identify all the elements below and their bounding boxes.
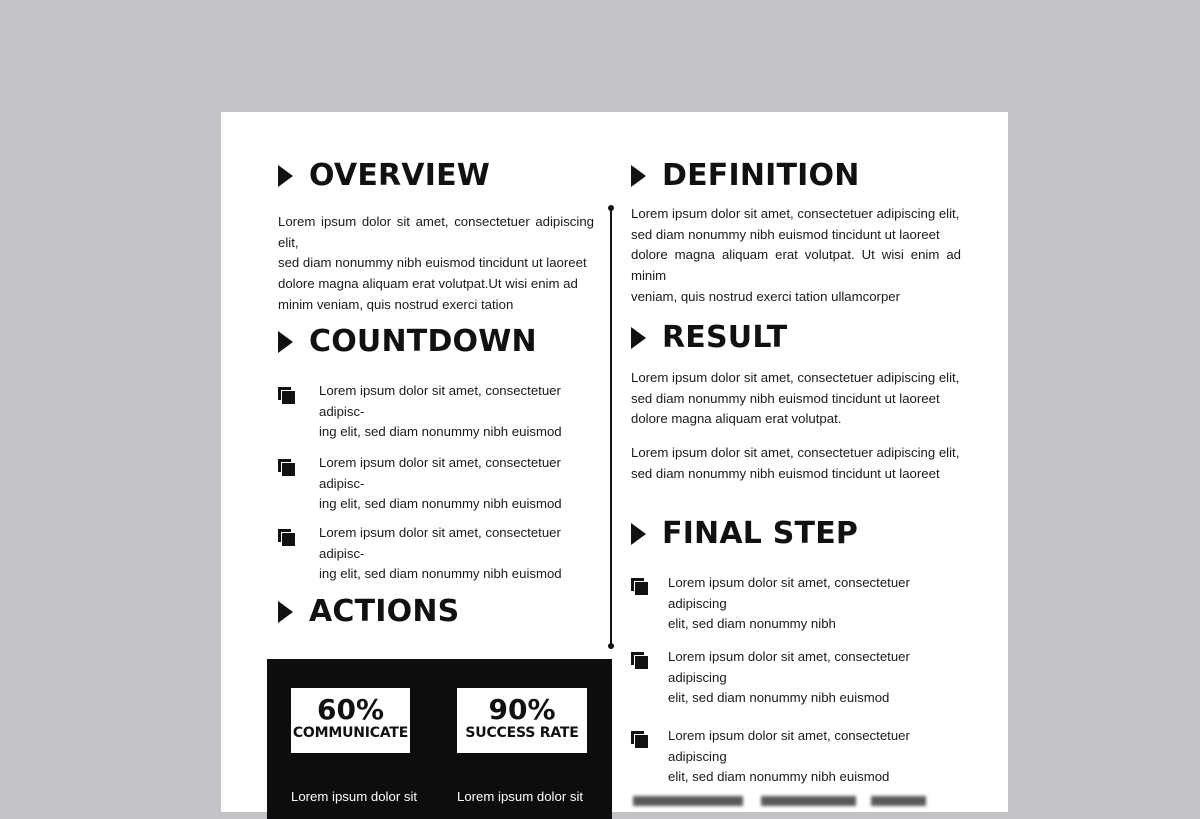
text-line: ing elit, sed diam nonummy nibh euismod: [319, 566, 562, 582]
countdown-heading: [278, 324, 537, 359]
triangle-right-icon: [278, 331, 293, 353]
text-line: Lorem ipsum dolor sit amet, consectetuer adipisc-: [319, 525, 561, 561]
stat-value: 90%: [488, 693, 556, 726]
triangle-right-icon: [631, 165, 646, 187]
triangle-right-icon: [278, 165, 293, 187]
text-line: dolore magna aliquam erat volutpat. Ut wisi enim ad minim: [631, 247, 961, 284]
text-line: sed diam nonummy nibh euismod tincidunt ut laoreet: [631, 465, 940, 481]
stat-label: SUCCESS RATE: [465, 725, 579, 741]
triangle-right-icon: [631, 327, 646, 349]
final-step-item: [668, 573, 968, 635]
countdown-title: COUNTDOWN: [309, 324, 537, 359]
definition-heading: [631, 158, 860, 193]
countdown-item: [319, 381, 609, 443]
overview-paragraph: [278, 212, 594, 316]
countdown-item: [319, 453, 609, 515]
result-paragraph-2: [631, 443, 961, 484]
text-line: sed diam nonummy nibh euismod tincidunt ut laoreet: [631, 226, 940, 242]
final-step-heading: [631, 516, 858, 551]
text-line: Lorem ipsum dolor sit amet, consectetuer adipiscing: [668, 728, 910, 764]
overview-heading: [278, 158, 490, 193]
actions-title: ACTIONS: [309, 594, 460, 629]
actions-heading: [278, 594, 459, 629]
stat-description: Lorem ipsum dolor sit: [457, 789, 584, 804]
blurred-text: [871, 796, 926, 806]
text-line: elit, sed diam nonummy nibh: [668, 616, 836, 632]
stat-label: COMMUNICATE: [292, 725, 409, 741]
triangle-right-icon: [278, 601, 293, 623]
text-line: Lorem ipsum dolor sit amet, consectetuer adipiscing elit,: [278, 214, 594, 250]
result-paragraph-1: [631, 368, 961, 430]
text-line: elit, sed diam nonummy nibh euismod: [668, 690, 890, 706]
text-line: dolore magna aliquam erat volutpat.: [631, 411, 842, 427]
triangle-right-icon: [631, 523, 646, 545]
divider-dot-top: [608, 205, 614, 211]
final-step-item: [668, 726, 968, 788]
result-heading: [631, 320, 787, 355]
text-line: Lorem ipsum dolor sit amet, consectetuer adipiscing: [668, 649, 910, 685]
stacked-squares-icon: [631, 578, 648, 595]
text-line: sed diam nonummy nibh euismod tincidunt ut laoreet: [278, 255, 587, 271]
text-line: Lorem ipsum dolor sit amet, consectetuer adipiscing elit,: [631, 206, 960, 221]
document-page: [221, 112, 1008, 812]
countdown-item: [319, 523, 609, 585]
text-line: Lorem ipsum dolor sit amet, consectetuer adipisc-: [319, 383, 561, 419]
stat-success-rate: [457, 688, 587, 753]
overview-title: OVERVIEW: [309, 158, 491, 193]
result-title: RESULT: [662, 320, 788, 355]
stacked-squares-icon: [278, 387, 295, 404]
stacked-squares-icon: [278, 529, 295, 546]
column-divider: [610, 208, 612, 646]
text-line: ing elit, sed diam nonummy nibh euismod: [319, 424, 562, 440]
text-line: elit, sed diam nonummy nibh euismod: [668, 769, 890, 785]
stacked-squares-icon: [278, 459, 295, 476]
text-line: Lorem ipsum dolor sit amet, consectetuer adipisc-: [319, 455, 561, 491]
divider-dot-bottom: [608, 643, 614, 649]
blurred-text: [761, 796, 856, 806]
stacked-squares-icon: [631, 652, 648, 669]
actions-panel: [267, 659, 612, 819]
definition-paragraph: [631, 204, 961, 308]
text-line: Lorem ipsum dolor sit amet, consectetuer adipiscing elit,: [631, 370, 960, 385]
text-line: Lorem ipsum dolor sit amet, consectetuer adipiscing: [668, 575, 910, 611]
definition-title: DEFINITION: [662, 158, 860, 193]
text-line: minim veniam, quis nostrud exerci tation: [278, 296, 514, 312]
stat-description: Lorem ipsum dolor sit: [291, 789, 418, 804]
text-line: veniam, quis nostrud exerci tation ullamcorper: [631, 288, 901, 304]
stat-value: 60%: [316, 693, 385, 726]
stacked-squares-icon: [631, 731, 648, 748]
final-step-item: [668, 647, 968, 709]
text-line: dolore magna aliquam erat volutpat.Ut wisi enim ad: [278, 276, 578, 292]
text-line: ing elit, sed diam nonummy nibh euismod: [319, 496, 562, 512]
final-step-title: FINAL STEP: [662, 516, 859, 551]
blurred-text: [633, 796, 743, 806]
text-line: sed diam nonummy nibh euismod tincidunt ut laoreet: [631, 390, 940, 406]
stat-communicate: [291, 688, 410, 753]
text-line: Lorem ipsum dolor sit amet, consectetuer adipiscing elit,: [631, 445, 960, 460]
